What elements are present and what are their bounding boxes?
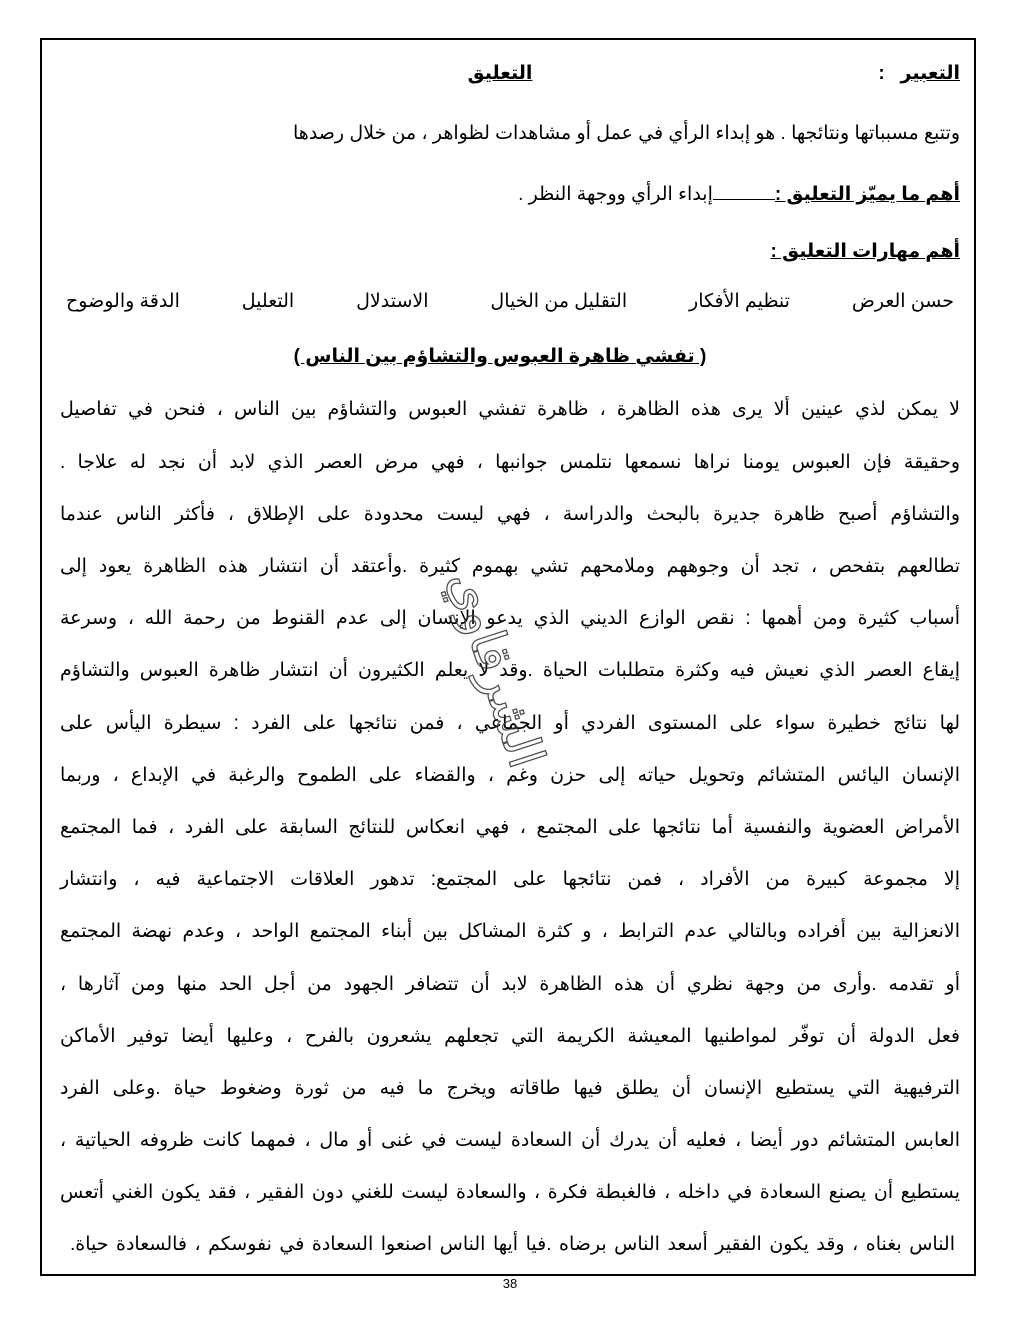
skill-item: تنظيم الأفكار: [689, 291, 790, 312]
skills-heading: [60, 240, 960, 263]
features-value: إبداء الرأي ووجهة النظر .: [518, 184, 713, 205]
features-label: أهم ما يميّز التعليق :: [774, 184, 960, 205]
article-line: فعل الدولة أن توفّر لمواطنيها المعيشة الكريمة التي تجعلهم يشعرون بالفرح ، وعليها أيضا توفير الأماكن: [60, 1026, 960, 1047]
header: [40, 62, 960, 92]
article-line: الإنسان اليائس المتشائم وتحويل حياته إلى حزن وغم ، والقضاء على الطموح والرغبة في الإبداع ، وربما: [60, 765, 960, 786]
page-number: 38: [502, 1276, 518, 1291]
page-title: التعليق: [467, 63, 533, 84]
skill-item: الدقة والوضوح: [66, 291, 180, 312]
skill-item: حسن العرض: [851, 291, 954, 312]
definition-text: وتتبع مسبباتها ونتائجها . هو إبداء الرأي في عمل أو مشاهدات لظواهر ، من خلال رصدها: [293, 123, 960, 144]
article-line: إيقاع العصر الذي نعيش فيه وكثرة متطلبات الحياة .وقد لا يعلم الكثيرون أن انتشار ظاهرة العبوس والتشاؤم: [60, 660, 960, 681]
article-line: وحقيقة فإن العبوس يومنا نراها نسمعها نتلمس جوانبها ، فهي مرض العصر الذي لابد أن نجد له علاجا .: [60, 452, 960, 473]
features-underline: [713, 198, 775, 200]
skill-item: الاستدلال: [356, 291, 429, 312]
watermark: الشرقاوي: [437, 563, 556, 775]
skill-item: التقليل من الخيال: [490, 291, 628, 312]
article-line: لا يمكن لذي عينين ألا يرى هذه الظاهرة ، ظاهرة تفشي العبوس والتشاؤم بين الناس ، فنحن في تفاصيل: [60, 399, 960, 420]
skills-list: [60, 290, 960, 313]
article-line: لها نتائج خطيرة سواء على المستوى الفردي أو الجماعي ، فمن نتائجها على الفرد : سيطرة اليأس على: [60, 713, 960, 734]
article-line: العابس المتشائم دور أيضا ، فعليه أن يدرك أن السعادة ليست في غنى أو مال ، فمهما كانت ظروفه الحياتية ،: [60, 1130, 960, 1151]
section-label: التعبير: [900, 63, 960, 84]
article-line: أسباب كثيرة ومن أهمها : نقص الوازع الديني الذي يدعو الإنسان إلى عدم القنوط من رحمة الله ، وسرعة: [60, 608, 960, 629]
article-line: الناس بغناه ، وقد يكون الفقير أسعد الناس برضاه .فيا أيها الناس اصنعوا السعادة في نفوسكم ، فالسعادة حياة.: [70, 1234, 955, 1255]
article-line: الترفيهية التي يستطيع الإنسان أن يطلق فيها طاقاته ويخرج ما فيه من ثورة وضغوط حياة .وعلى الفرد: [60, 1078, 960, 1099]
features-row: [60, 183, 960, 206]
article-line: أو تقدمه .وأرى من وجهة نظري أن هذه الظاهرة لابد أن تتضافر الجهود من أجل الحد منها ومن آثارها ،: [60, 974, 960, 995]
article-line: والتشاؤم أصبح ظاهرة جديرة بالبحث والدراسة ، فهي ليست محدودة على الإطلاق ، فأكثر الناس عندما: [60, 504, 960, 525]
skills-label: أهم مهارات التعليق :: [770, 241, 960, 262]
skill-item: التعليل: [241, 291, 295, 312]
article-title: ( تفشي ظاهرة العبوس والتشاؤم بين الناس ): [293, 346, 707, 367]
article-line: يستطيع أن يصنع السعادة في داخله ، فالغبطة فكرة ، والسعادة ليست للغني دون الفقير ، فقد يكون الغني أتعس: [60, 1182, 960, 1203]
article-line: تطالعهم بتفحص ، تجد أن وجوههم وملامحهم تشي بهموم كثيرة .وأعتقد أن انتشار هذه الظاهرة يعود إلى: [60, 556, 960, 577]
section-colon: :: [878, 63, 885, 84]
article-line: إلا مجموعة كبيرة من الأفراد ، فمن نتائجها على المجتمع: تدهور العلاقات الاجتماعية فيه ، وانتشار: [60, 869, 960, 890]
article-line: الانعزالية بين أفراده وبالتالي عدم الترابط ، و كثرة المشاكل بين أبناء المجتمع الواحد ، وعدم نهضة المجتمع: [60, 921, 960, 942]
article-line: الأمراض العضوية والنفسية أما نتائجها على المجتمع ، فهي انعكاس للنتائج السابقة على الفرد ، فما المجتمع: [60, 817, 960, 838]
